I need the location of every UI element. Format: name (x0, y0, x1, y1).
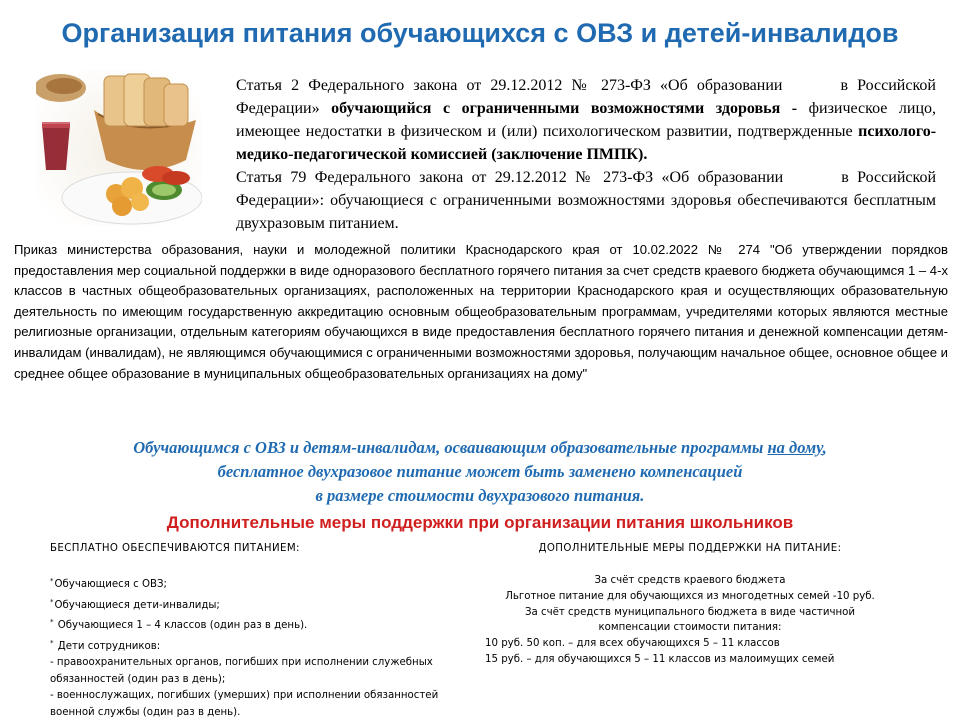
list-subitem: обязанностей (один раз в день); (50, 672, 470, 689)
list-item: * Обучающиеся 1 – 4 классов (один раз в день). (50, 614, 470, 635)
star-icon: * (50, 639, 54, 647)
page-title: Организация питания обучающихся с ОВЗ и детей-инвалидов (0, 18, 960, 49)
list-item: *Обучающиеся с ОВЗ; (50, 573, 470, 594)
law-definition-bold: обучающийся с ограниченными возможностями здоровья - (331, 100, 797, 117)
list-subitem: - военнослужащих, погибших (умерших) при исполнении обязанностей (50, 688, 470, 705)
law-article2-in: в (840, 77, 848, 94)
law-article2: Статья 2 Федерального закона от 29.12.2012 № 273-ФЗ «Об образовании (236, 77, 782, 94)
compensation-line2: бесплатное двухразовое питание может быть заменено компенсацией (0, 460, 960, 484)
law-article2-rf: Российской Федерации» (236, 77, 936, 117)
rate-line: 10 руб. 50 коп. – для всех обучающихся 5 – 11 классов (480, 636, 900, 652)
list-item: * Дети сотрудников: (50, 635, 470, 656)
list-subitem: - правоохранительных органов, погибших при исполнении служебных (50, 655, 470, 672)
support-line: За счёт средств краевого бюджета (480, 573, 900, 589)
star-icon: * (50, 577, 54, 585)
support-line: За счёт средств муниципального бюджета в виде частичной (480, 605, 900, 621)
law-text (212, 74, 936, 235)
order-text: Приказ министерства образования, науки и молодежной политики Краснодарского края от 10.02.2022 № 274 "Об утверждении порядков предоставления мер социальной поддержки в виде одноразового бесплатного горячего питания за счет средств краевого бюджета обучающимся 1 – 4-х классов в частных общеобразовательных организациях, расположенных на территории Краснодарского края и осуществляющих образовательную деятельность по имеющим государственную аккредитацию основным общеобразовательным программам, учредителями которых являются местные религиозные организации, отдельным категориям обучающихся в виде предоставления бесплатного горячего питания и денежной компенсации детям-инвалидам (инвалидам), не являющимся обучающимися с ограниченными возможностями здоровья, получающим начальное общее, основное общее и среднее общее образование в муниципальных общеобразовательных организациях на дому" (14, 240, 948, 384)
free-meals-heading: БЕСПЛАТНО ОБЕСПЕЧИВАЮТСЯ ПИТАНИЕМ: (50, 543, 470, 573)
support-heading: Дополнительные меры поддержки при организации питания школьников (0, 513, 960, 533)
law-pmpk-bold: психолого-медико-педагогической комиссией (заключение ПМПК). (236, 123, 936, 163)
law-article79: Статья 79 Федерального закона от 29.12.2012 № 273-ФЗ «Об образовании (236, 169, 783, 186)
extra-support-heading: ДОПОЛНИТЕЛЬНЫЕ МЕРЫ ПОДДЕРЖКИ НА ПИТАНИЕ: (480, 543, 900, 573)
food-photo (36, 70, 202, 226)
extra-support-column (480, 543, 900, 668)
law-article79-in: в (841, 169, 849, 186)
support-line: компенсации стоимости питания: (480, 620, 900, 636)
home-link[interactable]: на дому (768, 438, 823, 457)
law-definition: физическое лицо, имеющее недостатки в физическом и (или) психологическом развитии, подтвержденные (236, 100, 936, 140)
rate-line: 15 руб. – для обучающихся 5 – 11 классов из малоимущих семей (480, 652, 900, 668)
star-icon: * (50, 618, 54, 626)
compensation-line1: Обучающимся с ОВЗ и детям-инвалидам, осваивающим образовательные программы (133, 438, 763, 457)
free-meals-column (50, 543, 470, 721)
law-article79-text: Российской Федерации»: обучающиеся с ограниченными возможностями здоровья обеспечиваются бесплатным двухразовым питанием. (236, 169, 936, 232)
compensation-comma: , (823, 438, 827, 457)
support-line: Льготное питание для обучающихся из многодетных семей -10 руб. (480, 589, 900, 605)
compensation-note (0, 436, 960, 508)
list-item: *Обучающиеся дети-инвалиды; (50, 594, 470, 615)
star-icon: * (50, 598, 54, 606)
compensation-line3: в размере стоимости двухразового питания. (0, 484, 960, 508)
list-subitem: военной службы (один раз в день). (50, 705, 470, 721)
